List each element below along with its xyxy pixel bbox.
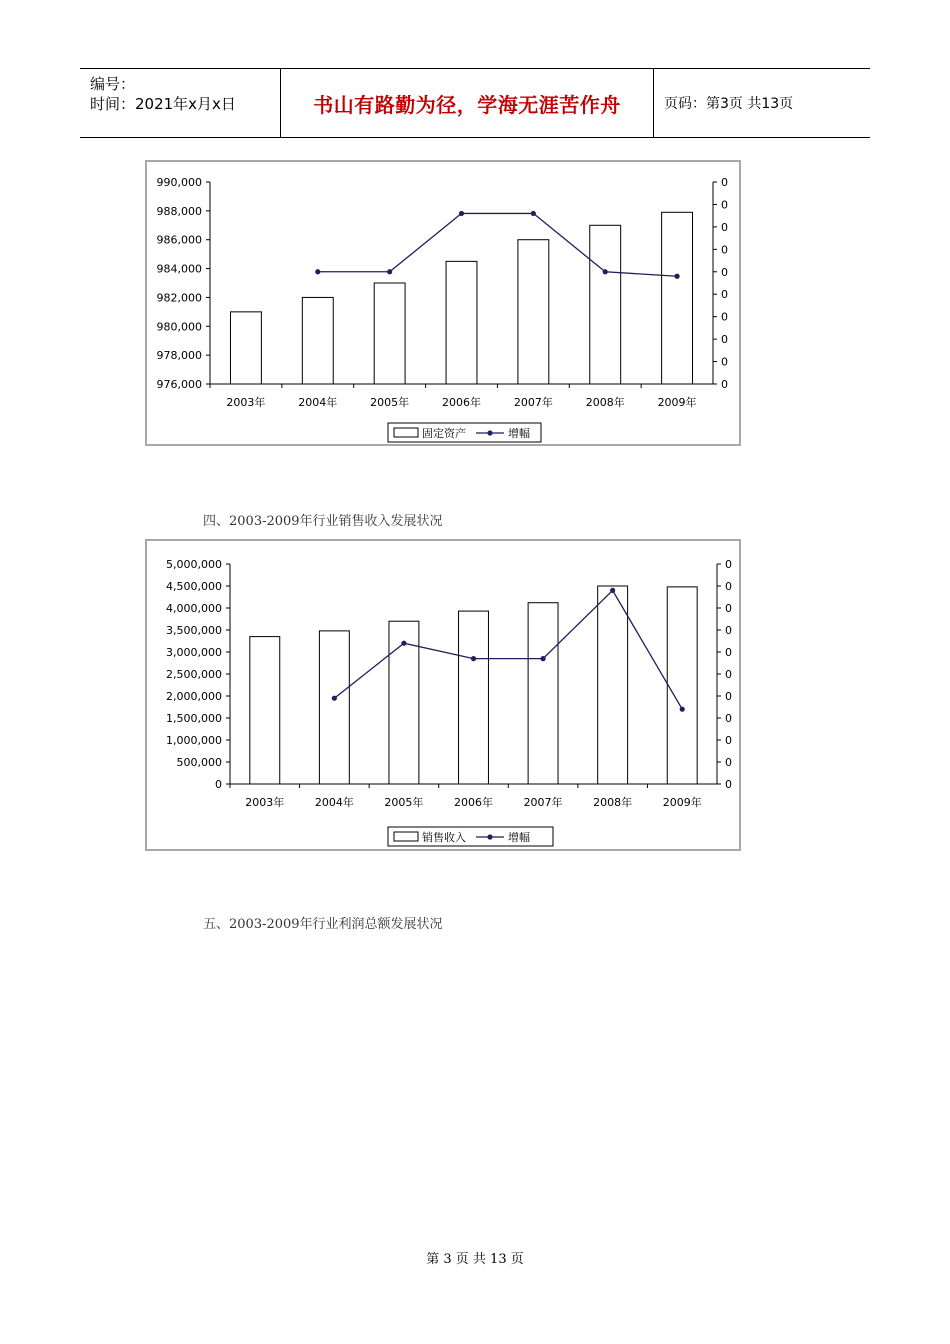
- legend-bar-label: 固定资产: [422, 427, 466, 440]
- growth-point: [610, 588, 615, 593]
- growth-point: [680, 707, 685, 712]
- bar: [528, 603, 558, 784]
- x-tick-label: 2007年: [513, 396, 553, 409]
- legend-bar-swatch: [394, 428, 418, 437]
- legend-bar-label: 销售收入: [422, 831, 466, 844]
- header-left-cell: [80, 69, 281, 137]
- header-page-cell: [654, 69, 870, 137]
- bar: [518, 240, 549, 384]
- sales-revenue-chart: [145, 539, 741, 851]
- y2-tick-label: 0: [725, 756, 732, 769]
- y2-tick-label: 0: [725, 602, 732, 615]
- y-tick-label: 2,000,000: [166, 690, 222, 703]
- y2-tick-label: 0: [721, 310, 728, 324]
- document-time-label: 时间：2021年x月x日: [90, 95, 236, 113]
- y2-tick-label: 0: [725, 558, 732, 571]
- y-tick-label: 1,500,000: [166, 712, 222, 725]
- x-tick-label: 2004年: [298, 396, 338, 409]
- x-tick-label: 2003年: [226, 396, 266, 409]
- x-tick-label: 2006年: [442, 396, 481, 409]
- y2-tick-label: 0: [725, 778, 732, 791]
- growth-point: [332, 696, 337, 701]
- y-tick-label: 982,000: [156, 291, 202, 305]
- y-tick-label: 1,000,000: [166, 734, 222, 747]
- y-tick-label: 988,000: [156, 204, 202, 218]
- x-tick-label: 2006年: [454, 796, 493, 809]
- growth-point: [387, 269, 392, 274]
- legend-line-marker: [487, 834, 492, 839]
- y-tick-label: 2,500,000: [166, 668, 222, 681]
- growth-line: [334, 590, 682, 709]
- bar: [590, 225, 621, 384]
- y-tick-label: 4,500,000: [166, 580, 222, 593]
- bar: [446, 261, 477, 384]
- x-tick-label: 2008年: [593, 796, 633, 809]
- y2-tick-label: 0: [725, 712, 732, 725]
- bar: [250, 637, 280, 784]
- legend-line-label: 增幅: [508, 831, 530, 844]
- legend-bar-swatch: [394, 832, 418, 841]
- bar: [302, 297, 333, 384]
- x-tick-label: 2003年: [245, 796, 285, 809]
- y-tick-label: 4,000,000: [166, 602, 222, 615]
- y-tick-label: 500,000: [176, 756, 222, 769]
- growth-point: [401, 641, 406, 646]
- x-tick-label: 2009年: [662, 796, 702, 809]
- y-tick-label: 984,000: [156, 262, 202, 276]
- growth-point: [540, 656, 545, 661]
- fixed-assets-chart: [145, 160, 741, 446]
- fixed-assets-chart-svg: [147, 162, 739, 444]
- sales-revenue-chart-svg: [147, 541, 739, 849]
- y2-tick-label: 0: [725, 668, 732, 681]
- growth-point: [459, 211, 464, 216]
- y2-tick-label: 0: [725, 624, 732, 637]
- y2-tick-label: 0: [725, 690, 732, 703]
- document-number-label: 编号：: [90, 75, 136, 93]
- y2-tick-label: 0: [721, 198, 728, 212]
- legend-line-label: 增幅: [508, 427, 530, 440]
- y2-tick-label: 0: [725, 734, 732, 747]
- y-tick-label: 990,000: [156, 176, 202, 189]
- x-tick-label: 2004年: [314, 796, 354, 809]
- growth-point: [531, 211, 536, 216]
- y2-tick-label: 0: [721, 220, 728, 234]
- section4-caption: 四、2003-2009年行业销售收入发展状况: [203, 514, 443, 529]
- bar: [374, 283, 405, 384]
- bar: [319, 631, 349, 784]
- y2-tick-label: 0: [721, 378, 728, 391]
- bar: [667, 587, 697, 784]
- header-motto: 书山有路勤为径，学海无涯苦作舟: [313, 92, 621, 117]
- y-tick-label: 0: [215, 778, 222, 791]
- y-tick-label: 986,000: [156, 233, 202, 247]
- x-tick-label: 2007年: [523, 796, 563, 809]
- bar: [598, 586, 628, 784]
- y2-tick-label: 0: [721, 355, 728, 369]
- header-motto-cell: [281, 69, 654, 137]
- y-tick-label: 3,500,000: [166, 624, 222, 637]
- y2-tick-label: 0: [721, 265, 728, 279]
- bar: [230, 312, 261, 384]
- growth-point: [603, 269, 608, 274]
- growth-point: [471, 656, 476, 661]
- y-tick-label: 3,000,000: [166, 646, 222, 659]
- y2-tick-label: 0: [721, 243, 728, 257]
- bar: [459, 611, 489, 784]
- page-header: [80, 68, 870, 138]
- y-tick-label: 978,000: [156, 349, 202, 363]
- y2-tick-label: 0: [725, 580, 732, 593]
- y-tick-label: 976,000: [156, 378, 202, 391]
- y2-tick-label: 0: [725, 646, 732, 659]
- x-tick-label: 2005年: [370, 396, 410, 409]
- y2-tick-label: 0: [721, 288, 728, 302]
- bar: [662, 212, 693, 384]
- legend-line-marker: [487, 430, 492, 435]
- growth-point: [674, 274, 679, 279]
- x-tick-label: 2008年: [585, 396, 625, 409]
- growth-line: [318, 213, 677, 276]
- growth-point: [315, 269, 320, 274]
- y2-tick-label: 0: [721, 176, 728, 189]
- header-page-info: 页码：第3页 共13页: [664, 96, 794, 112]
- y-tick-label: 980,000: [156, 320, 202, 334]
- x-tick-label: 2005年: [384, 796, 424, 809]
- section5-caption: 五、2003-2009年行业利润总额发展状况: [203, 917, 443, 932]
- y-tick-label: 5,000,000: [166, 558, 222, 571]
- y2-tick-label: 0: [721, 333, 728, 347]
- page-footer: 第 3 页 共 13 页: [426, 1252, 524, 1267]
- x-tick-label: 2009年: [657, 396, 697, 409]
